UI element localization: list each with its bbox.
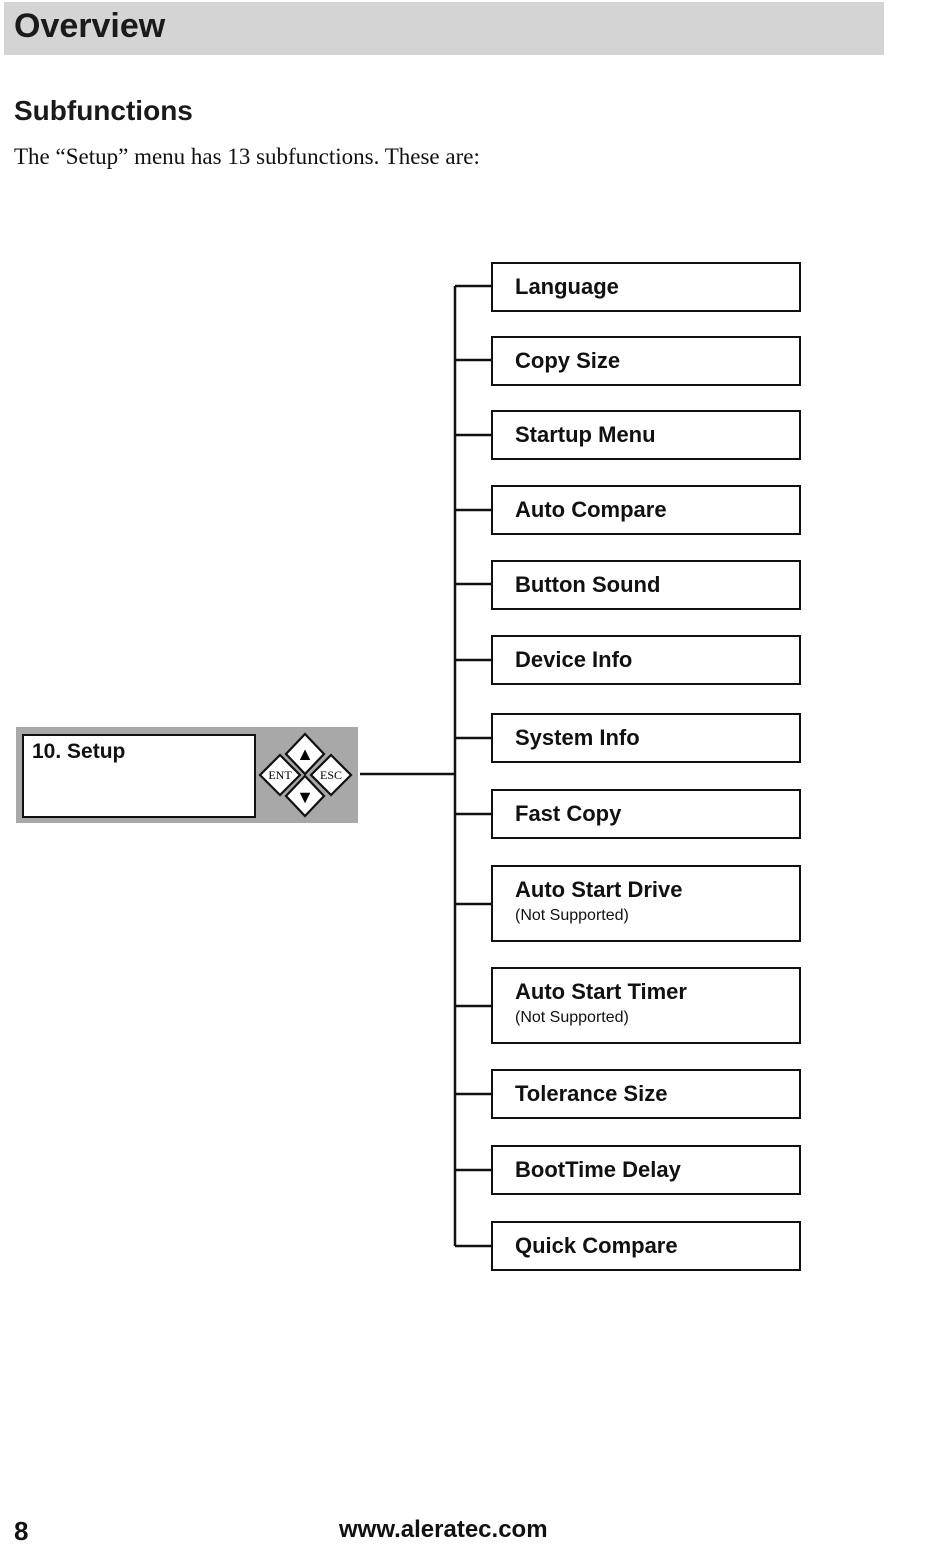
- menu-item-auto-start-timer: [491, 967, 801, 1044]
- menu-item-label: System Info: [515, 725, 640, 750]
- menu-item-label: Language: [515, 274, 619, 299]
- svg-text:ESC: ESC: [319, 768, 343, 782]
- menu-item-note: (Not Supported): [515, 1009, 629, 1026]
- menu-item-label: Auto Start Drive: [515, 877, 683, 902]
- lcd-screen: [22, 734, 256, 818]
- menu-item-label: Copy Size: [515, 348, 621, 373]
- menu-item-label: Device Info: [515, 647, 633, 672]
- menu-item-language: [491, 262, 801, 312]
- menu-item-device-info: [491, 635, 801, 685]
- section-title: Subfunctions: [14, 95, 193, 126]
- footer-url[interactable]: www.aleratec.com: [339, 1516, 548, 1543]
- menu-item-label: Quick Compare: [515, 1233, 678, 1258]
- svg-text:ENT: ENT: [268, 768, 292, 782]
- lcd-display-text: 10. Setup: [32, 740, 126, 763]
- menu-item-label: Tolerance Size: [515, 1081, 668, 1106]
- svg-text:▲: ▲: [296, 744, 314, 764]
- menu-item-label: Auto Compare: [515, 497, 667, 522]
- menu-item-copy-size: [491, 336, 801, 386]
- menu-item-quick-compare: [491, 1221, 801, 1271]
- keypad: [256, 727, 356, 823]
- menu-item-label: Fast Copy: [515, 801, 622, 826]
- menu-item-boottime-delay: [491, 1145, 801, 1195]
- menu-item-label: Auto Start Timer: [515, 979, 687, 1004]
- menu-item-startup-menu: [491, 410, 801, 460]
- menu-item-system-info: [491, 713, 801, 763]
- page-number: 8: [14, 1516, 29, 1546]
- intro-text: The “Setup” menu has 13 subfunctions. These are:: [14, 144, 480, 169]
- svg-text:▼: ▼: [296, 787, 314, 807]
- menu-item-note: (Not Supported): [515, 907, 629, 924]
- menu-item-label: Button Sound: [515, 572, 661, 597]
- lcd-panel: [16, 727, 358, 823]
- menu-item-button-sound: [491, 560, 801, 610]
- menu-item-fast-copy: [491, 789, 801, 839]
- menu-item-auto-compare: [491, 485, 801, 535]
- menu-item-auto-start-drive: [491, 865, 801, 942]
- menu-item-label: Startup Menu: [515, 422, 656, 447]
- menu-item-tolerance-size: [491, 1069, 801, 1119]
- page-title: Overview: [14, 7, 166, 45]
- menu-item-label: BootTime Delay: [515, 1157, 681, 1182]
